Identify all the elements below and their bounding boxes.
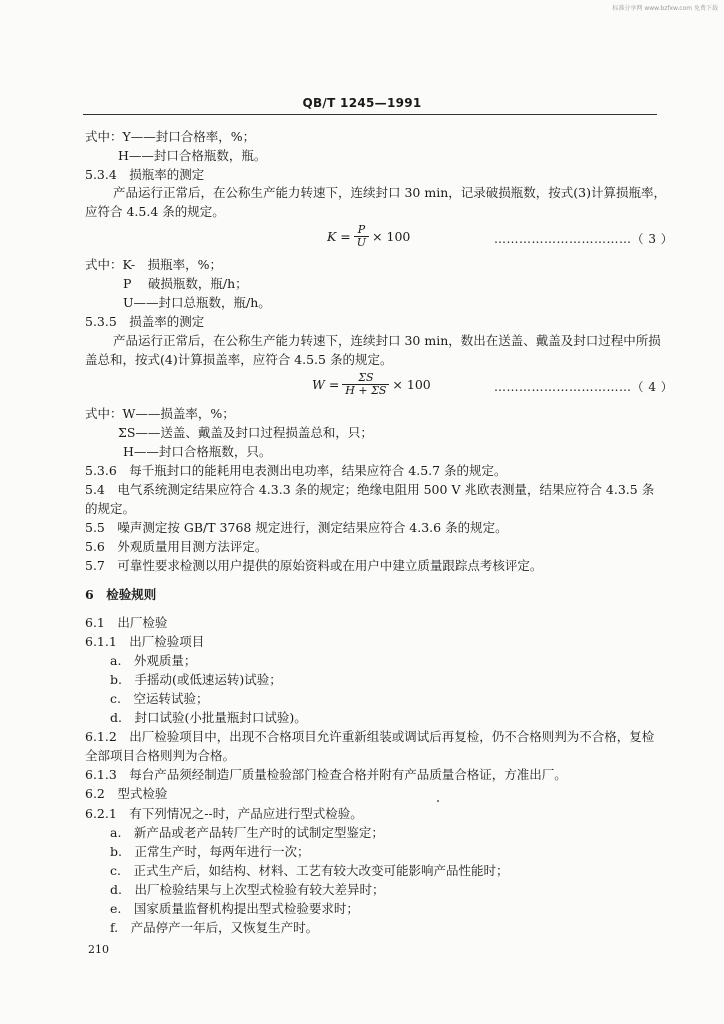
page-number: 210	[88, 943, 109, 956]
text-line: 式中：W——损盖率，%；	[85, 406, 235, 421]
section-heading: 6.1.1 出厂检验项目	[85, 634, 205, 649]
section-line: 5.3.6 每千瓶封口的能耗用电表测出电功率，结果应符合 4.5.7 条的规定。	[85, 463, 507, 478]
section-heading: 5.3.4 损瓶率的测定	[85, 167, 205, 182]
page-header: QB/T 1245—1991	[302, 96, 422, 110]
list-item: d. 出厂检验结果与上次型式检验有较大差异时；	[110, 882, 385, 897]
section-line: 6.1.3 每台产品须经制造厂质量检验部门检查合格并附有产品质量合格证，方准出厂。	[85, 767, 567, 782]
formula-3	[327, 224, 410, 249]
section-heading: 6.2 型式检验	[85, 786, 168, 801]
list-item: b. 手摇动(或低速运转)试验；	[110, 672, 282, 687]
formula-fraction	[342, 372, 389, 397]
list-item: f. 产品停产一年后，又恢复生产时。	[110, 920, 319, 935]
list-item: c. 空运转试验；	[110, 691, 209, 706]
formula-numerator: P	[357, 223, 366, 236]
formula-rhs: × 100	[372, 229, 411, 244]
text-line: ΣS——送盖、戴盖及封口过程损盖总和，只；	[118, 425, 373, 440]
paragraph-line: 产品运行正常后，在公称生产能力转速下，连续封口 30 min，数出在送盖、戴盖及封口过程中所损	[113, 333, 661, 348]
paragraph-line: 产品运行正常后，在公称生产能力转速下，连续封口 30 min，记录破损瓶数，按式(3)计算损瓶率，	[113, 185, 666, 200]
formula-rhs: × 100	[392, 377, 431, 392]
list-item: b. 正常生产时，每两年进行一次；	[110, 844, 310, 859]
section-line: 5.5 噪声测定按 GB/T 3768 规定进行，测定结果应符合 4.3.6 条的规定。	[85, 520, 508, 535]
text-line: P 破损瓶数，瓶/h；	[123, 276, 248, 291]
paragraph-line: 盖总和，按式(4)计算损盖率，应符合 4.5.5 条的规定。	[85, 352, 393, 367]
text-line: 式中：K- 损瓶率，%；	[85, 257, 223, 272]
text-line: H——封口合格瓶数，瓶。	[118, 148, 267, 163]
list-item: e. 国家质量监督机构提出型式检验要求时；	[110, 901, 359, 916]
formula-numerator: ΣS	[358, 371, 374, 384]
list-item: c. 正式生产后，如结构、材料、工艺有较大改变可能影响产品性能时；	[110, 863, 509, 878]
scan-speck	[437, 800, 439, 802]
formula-denominator: H + ΣS	[342, 384, 389, 397]
list-item: a. 新产品或老产品转厂生产时的试制定型鉴定；	[110, 825, 384, 840]
section-line: 全部项目合格则判为合格。	[85, 748, 236, 763]
text-line: 式中：Y——封口合格率，%；	[85, 129, 256, 144]
section-line: 5.7 可靠性要求检测以用户提供的原始资料或在用户中建立质量跟踪点考核评定。	[85, 558, 543, 573]
section-line: 5.4 电气系统测定结果应符合 4.3.3 条的规定；绝缘电阻用 500 V 兆欧表测量，结果应符合 4.3.5 条	[85, 482, 655, 497]
formula-denominator: U	[354, 236, 369, 249]
watermark: 标准分享网 www.bzfxw.com 免费下载	[612, 5, 718, 12]
chapter-heading: 6 检验规则	[85, 587, 157, 602]
section-line: 6.1.2 出厂检验项目中，出现不合格项目允许重新组装或调试后再复检，仍不合格则判为不合格，复检	[85, 729, 655, 744]
text-line: H——封口合格瓶数，只。	[123, 444, 272, 459]
list-item: a. 外观质量；	[110, 653, 197, 668]
equation-number: ……………………………（ 3 ）	[494, 232, 674, 246]
formula-lhs: K =	[327, 229, 351, 244]
text-line: U——封口总瓶数，瓶/h。	[123, 295, 271, 310]
paragraph-line: 应符合 4.5.4 条的规定。	[85, 204, 225, 219]
section-heading: 5.3.5 损盖率的测定	[85, 314, 205, 329]
header-rule	[83, 114, 657, 115]
equation-number: ……………………………（ 4 ）	[494, 380, 674, 394]
formula-4	[312, 372, 431, 397]
formula-lhs: W =	[312, 377, 340, 392]
section-line: 的规定。	[85, 501, 136, 516]
section-heading: 6.1 出厂检验	[85, 615, 168, 630]
list-item: d. 封口试验(小批量瓶封口试验)。	[110, 710, 307, 725]
section-line: 5.6 外观质量用目测方法评定。	[85, 539, 268, 554]
formula-fraction	[354, 224, 369, 249]
section-line: 6.2.1 有下列情况之--时，产品应进行型式检验。	[85, 806, 363, 821]
